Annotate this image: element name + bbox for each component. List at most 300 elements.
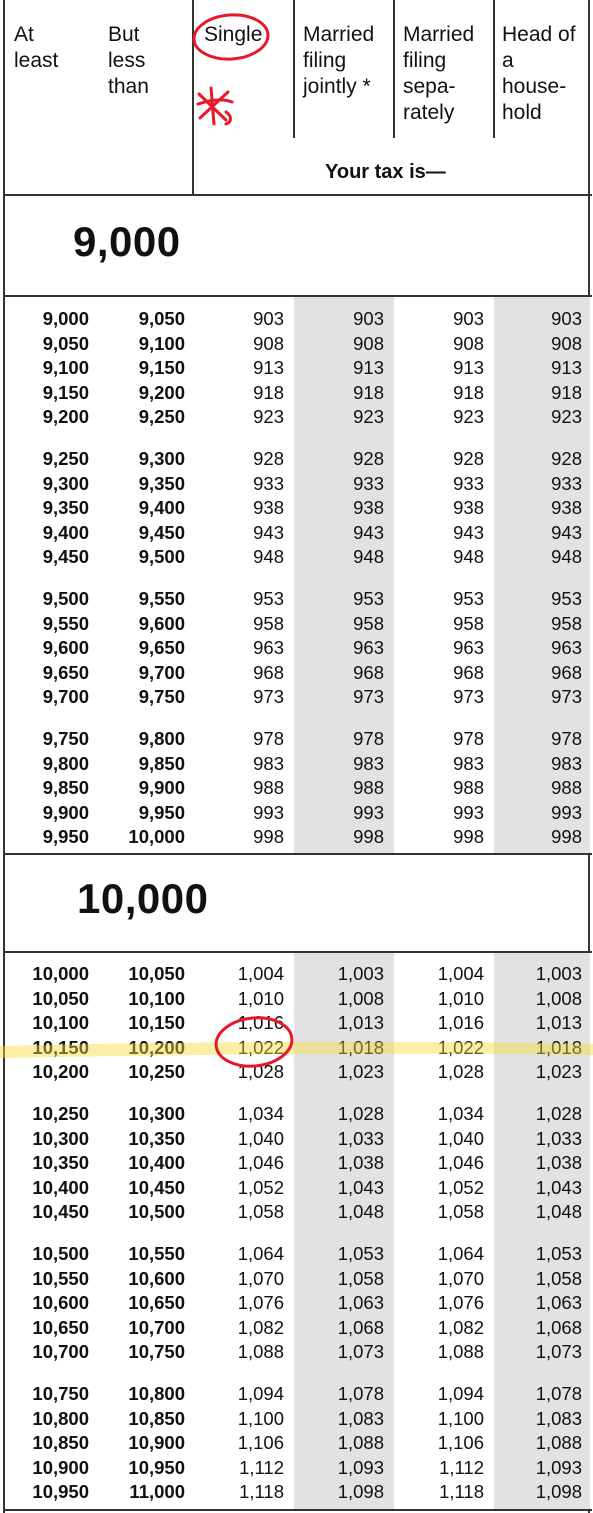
cell-but-less-than: 9,200 [138, 381, 185, 403]
cell-married-separately: 1,100 [437, 1407, 484, 1429]
cell-but-less-than: 10,900 [128, 1432, 185, 1454]
table-row [5, 1431, 592, 1456]
cell-married-jointly: 938 [353, 497, 384, 519]
cell-but-less-than: 9,300 [138, 448, 185, 469]
cell-married-jointly: 1,068 [337, 1316, 384, 1338]
table-row [5, 1176, 592, 1201]
cell-at-least: 9,550 [42, 612, 89, 634]
cell-head-of-household: 1,088 [535, 1432, 582, 1454]
cell-head-of-household: 1,028 [535, 1103, 582, 1124]
cell-married-jointly: 978 [353, 728, 384, 749]
cell-but-less-than: 9,750 [138, 686, 185, 708]
cell-but-less-than: 10,200 [128, 1036, 185, 1058]
cell-but-less-than: 9,950 [138, 801, 185, 823]
cell-single: 1,016 [237, 1012, 284, 1034]
table-row [5, 1151, 592, 1176]
cell-single: 1,022 [237, 1036, 284, 1058]
cell-head-of-household: 1,023 [535, 1061, 582, 1083]
cell-married-separately: 1,106 [437, 1432, 484, 1454]
cell-married-separately: 1,094 [437, 1383, 484, 1404]
cell-married-jointly: 1,098 [337, 1481, 384, 1503]
cell-married-separately: 1,004 [437, 963, 484, 984]
table-row [5, 1242, 592, 1267]
header-mfj-line1: Married [303, 23, 375, 46]
cell-married-separately: 968 [453, 661, 484, 683]
section-heading-value: 9,000 [73, 218, 181, 265]
cell-at-least: 9,100 [42, 357, 89, 379]
cell-married-separately: 988 [453, 777, 484, 799]
cell-married-jointly: 943 [353, 521, 384, 543]
cell-at-least: 10,150 [32, 1036, 89, 1058]
cell-married-jointly: 963 [353, 637, 384, 659]
cell-at-least: 9,800 [42, 752, 89, 774]
cell-single: 1,064 [237, 1243, 284, 1264]
cell-single: 983 [253, 752, 284, 774]
cell-but-less-than: 10,700 [128, 1316, 185, 1338]
cell-married-jointly: 983 [353, 752, 384, 774]
cell-married-separately: 1,028 [437, 1061, 484, 1083]
table-row [5, 962, 592, 987]
header-hoh-line3: house- [502, 75, 567, 98]
cell-but-less-than: 9,850 [138, 752, 185, 774]
cell-head-of-household: 978 [551, 728, 582, 749]
cell-single: 948 [253, 546, 284, 568]
cell-married-jointly: 1,038 [337, 1152, 384, 1174]
cell-head-of-household: 1,033 [535, 1127, 582, 1149]
table-row [5, 405, 592, 430]
header-at-least-line1: At [14, 23, 34, 46]
cell-head-of-household: 958 [551, 612, 582, 634]
cell-married-separately: 1,076 [437, 1292, 484, 1314]
cell-married-separately: 958 [453, 612, 484, 634]
cell-at-least: 9,250 [42, 448, 89, 469]
table-row [5, 1480, 592, 1505]
cell-but-less-than: 9,100 [138, 332, 185, 354]
cell-but-less-than: 10,800 [128, 1383, 185, 1404]
cell-married-jointly: 948 [353, 546, 384, 568]
cell-but-less-than: 10,250 [128, 1061, 185, 1083]
cell-at-least: 10,850 [32, 1432, 89, 1454]
cell-married-separately: 1,010 [437, 987, 484, 1009]
cell-married-jointly: 1,028 [337, 1103, 384, 1124]
table-row [5, 307, 592, 332]
cell-married-jointly: 1,033 [337, 1127, 384, 1149]
cell-single: 1,094 [237, 1383, 284, 1404]
cell-married-jointly: 1,018 [337, 1036, 384, 1058]
cell-married-separately: 943 [453, 521, 484, 543]
header-married-jointly [303, 22, 374, 100]
cell-married-separately: 938 [453, 497, 484, 519]
table-header [5, 0, 592, 196]
cell-but-less-than: 9,800 [138, 728, 185, 749]
header-but-less-line3: than [108, 75, 149, 98]
header-divider [493, 0, 495, 138]
table-row [5, 987, 592, 1012]
cell-married-separately: 933 [453, 472, 484, 494]
cell-head-of-household: 998 [551, 826, 582, 848]
cell-head-of-household: 1,073 [535, 1341, 582, 1363]
cell-married-jointly: 1,058 [337, 1267, 384, 1289]
cell-single: 1,088 [237, 1341, 284, 1363]
cell-but-less-than: 10,500 [128, 1201, 185, 1223]
cell-but-less-than: 9,350 [138, 472, 185, 494]
cell-head-of-household: 1,083 [535, 1407, 582, 1429]
table-row [5, 1102, 592, 1127]
cell-married-separately: 903 [453, 308, 484, 329]
cell-at-least: 10,700 [32, 1341, 89, 1363]
cell-at-least: 9,150 [42, 381, 89, 403]
cell-but-less-than: 10,400 [128, 1152, 185, 1174]
cell-married-jointly: 973 [353, 686, 384, 708]
header-hoh-line1: Head of [502, 23, 576, 46]
cell-but-less-than: 9,500 [138, 546, 185, 568]
cell-single: 993 [253, 801, 284, 823]
header-mfs-line2: filing [403, 49, 447, 72]
cell-at-least: 9,950 [42, 826, 89, 848]
cell-head-of-household: 1,078 [535, 1383, 582, 1404]
cell-head-of-household: 908 [551, 332, 582, 354]
header-single [204, 22, 262, 48]
cell-at-least: 9,050 [42, 332, 89, 354]
cell-married-jointly: 1,003 [337, 963, 384, 984]
cell-at-least: 9,500 [42, 588, 89, 609]
table-row [5, 661, 592, 686]
cell-married-jointly: 1,053 [337, 1243, 384, 1264]
cell-single: 958 [253, 612, 284, 634]
cell-single: 1,028 [237, 1061, 284, 1083]
cell-married-separately: 1,070 [437, 1267, 484, 1289]
cell-but-less-than: 10,950 [128, 1456, 185, 1478]
cell-at-least: 9,350 [42, 497, 89, 519]
your-tax-is-label: Your tax is— [325, 161, 446, 183]
cell-at-least: 9,900 [42, 801, 89, 823]
cell-married-separately: 1,040 [437, 1127, 484, 1149]
cell-married-separately: 983 [453, 752, 484, 774]
table-row [5, 545, 592, 570]
section-heading [5, 196, 592, 297]
cell-single: 903 [253, 308, 284, 329]
cell-at-least: 10,400 [32, 1176, 89, 1198]
cell-but-less-than: 10,850 [128, 1407, 185, 1429]
cell-head-of-household: 903 [551, 308, 582, 329]
cell-married-separately: 1,016 [437, 1012, 484, 1034]
cell-single: 938 [253, 497, 284, 519]
cell-single: 908 [253, 332, 284, 354]
cell-single: 1,106 [237, 1432, 284, 1454]
table-row [5, 472, 592, 497]
cell-single: 998 [253, 826, 284, 848]
table-row [5, 1382, 592, 1407]
cell-married-jointly: 1,008 [337, 987, 384, 1009]
cell-married-separately: 1,046 [437, 1152, 484, 1174]
table-row [5, 1127, 592, 1152]
cell-head-of-household: 973 [551, 686, 582, 708]
cell-head-of-household: 938 [551, 497, 582, 519]
cell-at-least: 9,700 [42, 686, 89, 708]
cell-married-jointly: 1,078 [337, 1383, 384, 1404]
cell-single: 943 [253, 521, 284, 543]
cell-single: 1,076 [237, 1292, 284, 1314]
cell-but-less-than: 10,050 [128, 963, 185, 984]
cell-at-least: 10,950 [32, 1481, 89, 1503]
cell-married-separately: 928 [453, 448, 484, 469]
cell-but-less-than: 10,750 [128, 1341, 185, 1363]
cell-married-jointly: 933 [353, 472, 384, 494]
cell-head-of-household: 1,063 [535, 1292, 582, 1314]
header-mfs-line4: rately [403, 101, 455, 124]
tax-table [3, 0, 590, 1513]
cell-married-jointly: 903 [353, 308, 384, 329]
header-but-less-line2: less [108, 49, 146, 72]
cell-head-of-household: 1,018 [535, 1036, 582, 1058]
table-row [5, 1060, 592, 1085]
header-head-of-household [502, 22, 576, 126]
table-row [5, 1036, 592, 1061]
cell-head-of-household: 983 [551, 752, 582, 774]
table-row [5, 587, 592, 612]
cell-head-of-household: 943 [551, 521, 582, 543]
table-row [5, 801, 592, 826]
cell-married-jointly: 1,073 [337, 1341, 384, 1363]
cell-at-least: 10,350 [32, 1152, 89, 1174]
table-row [5, 685, 592, 710]
cell-single: 1,112 [239, 1456, 284, 1478]
header-divider [393, 0, 395, 138]
cell-single: 933 [253, 472, 284, 494]
cell-single: 923 [253, 406, 284, 428]
cell-at-least: 9,750 [42, 728, 89, 749]
table-row [5, 332, 592, 357]
cell-but-less-than: 9,700 [138, 661, 185, 683]
cell-married-jointly: 1,013 [337, 1012, 384, 1034]
cell-but-less-than: 11,000 [129, 1481, 185, 1503]
cell-head-of-household: 928 [551, 448, 582, 469]
cell-but-less-than: 9,900 [138, 777, 185, 799]
cell-but-less-than: 10,450 [128, 1176, 185, 1198]
cell-at-least: 10,450 [32, 1201, 89, 1223]
cell-married-jointly: 1,083 [337, 1407, 384, 1429]
header-divider [293, 0, 295, 138]
cell-single: 1,004 [237, 963, 284, 984]
cell-single: 1,034 [237, 1103, 284, 1124]
cell-at-least: 9,200 [42, 406, 89, 428]
cell-married-separately: 993 [453, 801, 484, 823]
cell-single: 1,052 [237, 1176, 284, 1198]
table-row [5, 636, 592, 661]
cell-married-jointly: 918 [353, 381, 384, 403]
cell-at-least: 10,900 [32, 1456, 89, 1478]
cell-married-separately: 1,022 [437, 1036, 484, 1058]
cell-head-of-household: 988 [551, 777, 582, 799]
header-mfs-line3: sepa- [403, 75, 456, 98]
cell-married-jointly: 993 [353, 801, 384, 823]
cell-single: 1,010 [237, 987, 284, 1009]
cell-at-least: 10,800 [32, 1407, 89, 1429]
cell-single: 1,070 [237, 1267, 284, 1289]
cell-married-separately: 1,064 [437, 1243, 484, 1264]
cell-married-separately: 963 [453, 637, 484, 659]
cell-married-jointly: 953 [353, 588, 384, 609]
header-at-least-line2: least [14, 49, 59, 72]
table-row [5, 356, 592, 381]
cell-married-separately: 918 [453, 381, 484, 403]
table-row [5, 1011, 592, 1036]
cell-at-least: 10,000 [32, 963, 89, 984]
cell-married-separately: 913 [453, 357, 484, 379]
cell-head-of-household: 1,068 [535, 1316, 582, 1338]
cell-single: 1,046 [237, 1152, 284, 1174]
table-row [5, 1291, 592, 1316]
cell-but-less-than: 10,000 [128, 826, 185, 848]
table-row [5, 496, 592, 521]
cell-single: 928 [253, 448, 284, 469]
cell-married-separately: 908 [453, 332, 484, 354]
cell-married-jointly: 1,088 [337, 1432, 384, 1454]
cell-but-less-than: 9,450 [138, 521, 185, 543]
cell-head-of-household: 1,048 [535, 1201, 582, 1223]
cell-head-of-household: 1,043 [535, 1176, 582, 1198]
table-row [5, 1316, 592, 1341]
table-row [5, 521, 592, 546]
header-single-label: Single [204, 23, 263, 46]
cell-head-of-household: 1,053 [535, 1243, 582, 1264]
cell-but-less-than: 9,400 [138, 497, 185, 519]
cell-head-of-household: 1,003 [535, 963, 582, 984]
cell-but-less-than: 9,250 [138, 406, 185, 428]
header-hoh-line4: hold [502, 101, 542, 124]
cell-head-of-household: 933 [551, 472, 582, 494]
cell-head-of-household: 1,038 [535, 1152, 582, 1174]
table-row [5, 825, 592, 850]
cell-single: 913 [253, 357, 284, 379]
cell-head-of-household: 963 [551, 637, 582, 659]
cell-married-separately: 973 [453, 686, 484, 708]
table-row [5, 381, 592, 406]
cell-at-least: 10,050 [32, 987, 89, 1009]
cell-married-separately: 948 [453, 546, 484, 568]
table-row [5, 1267, 592, 1292]
cell-at-least: 10,200 [32, 1061, 89, 1083]
cell-married-separately: 1,082 [437, 1316, 484, 1338]
section-heading [5, 855, 592, 953]
cell-but-less-than: 9,650 [138, 637, 185, 659]
cell-married-jointly: 1,048 [337, 1201, 384, 1223]
cell-head-of-household: 1,098 [535, 1481, 582, 1503]
cell-but-less-than: 9,050 [138, 308, 185, 329]
cell-married-jointly: 923 [353, 406, 384, 428]
header-but-less-line1: But [108, 23, 140, 46]
cell-head-of-household: 1,008 [535, 987, 582, 1009]
header-married-separately [403, 22, 474, 126]
cell-head-of-household: 1,058 [535, 1267, 582, 1289]
cell-married-separately: 1,118 [439, 1481, 484, 1503]
cell-single: 1,100 [237, 1407, 284, 1429]
table-row [5, 727, 592, 752]
cell-single: 988 [253, 777, 284, 799]
header-at-least [14, 22, 58, 74]
cell-single: 978 [253, 728, 284, 749]
table-row [5, 447, 592, 472]
cell-single: 1,118 [239, 1481, 284, 1503]
cell-but-less-than: 10,550 [128, 1243, 185, 1264]
cell-married-jointly: 988 [353, 777, 384, 799]
cell-at-least: 9,400 [42, 521, 89, 543]
cell-but-less-than: 10,100 [128, 987, 185, 1009]
table-row [5, 752, 592, 777]
table-row [5, 776, 592, 801]
cell-at-least: 10,250 [32, 1103, 89, 1124]
table-row [5, 1407, 592, 1432]
cell-single: 953 [253, 588, 284, 609]
cell-head-of-household: 953 [551, 588, 582, 609]
cell-single: 968 [253, 661, 284, 683]
cell-at-least: 10,500 [32, 1243, 89, 1264]
cell-head-of-household: 923 [551, 406, 582, 428]
table-row [5, 1200, 592, 1225]
cell-head-of-household: 1,093 [535, 1456, 582, 1478]
cell-married-jointly: 968 [353, 661, 384, 683]
cell-at-least: 10,650 [32, 1316, 89, 1338]
cell-married-separately: 923 [453, 406, 484, 428]
cell-but-less-than: 9,600 [138, 612, 185, 634]
cell-married-jointly: 1,063 [337, 1292, 384, 1314]
cell-married-jointly: 1,043 [337, 1176, 384, 1198]
cell-at-least: 9,600 [42, 637, 89, 659]
cell-at-least: 9,850 [42, 777, 89, 799]
cell-married-separately: 1,088 [437, 1341, 484, 1363]
cell-single: 963 [253, 637, 284, 659]
cell-but-less-than: 10,150 [128, 1012, 185, 1034]
header-mfs-line1: Married [403, 23, 475, 46]
cell-single: 1,082 [237, 1316, 284, 1338]
cell-single: 1,058 [237, 1201, 284, 1223]
cell-head-of-household: 918 [551, 381, 582, 403]
cell-at-least: 9,450 [42, 546, 89, 568]
cell-married-separately: 1,058 [437, 1201, 484, 1223]
cell-at-least: 10,550 [32, 1267, 89, 1289]
cell-head-of-household: 993 [551, 801, 582, 823]
cell-married-jointly: 908 [353, 332, 384, 354]
cell-head-of-household: 1,013 [535, 1012, 582, 1034]
cell-married-jointly: 913 [353, 357, 384, 379]
section-heading-value: 10,000 [77, 875, 209, 922]
cell-at-least: 9,300 [42, 472, 89, 494]
cell-married-separately: 1,112 [439, 1456, 484, 1478]
table-row [5, 1340, 592, 1365]
cell-single: 973 [253, 686, 284, 708]
cell-married-separately: 953 [453, 588, 484, 609]
cell-at-least: 9,000 [42, 308, 89, 329]
cell-but-less-than: 10,650 [128, 1292, 185, 1314]
cell-head-of-household: 948 [551, 546, 582, 568]
cell-but-less-than: 10,300 [128, 1103, 185, 1124]
cell-but-less-than: 9,550 [138, 588, 185, 609]
cell-married-separately: 1,034 [437, 1103, 484, 1124]
cell-at-least: 10,100 [32, 1012, 89, 1034]
table-row [5, 612, 592, 637]
cell-but-less-than: 10,600 [128, 1267, 185, 1289]
cell-head-of-household: 968 [551, 661, 582, 683]
cell-married-separately: 998 [453, 826, 484, 848]
cell-married-jointly: 1,093 [337, 1456, 384, 1478]
cell-single: 918 [253, 381, 284, 403]
header-mfj-line2: filing [303, 49, 347, 72]
cell-at-least: 9,650 [42, 661, 89, 683]
table-bottom-border [5, 1509, 592, 1511]
cell-but-less-than: 9,150 [138, 357, 185, 379]
header-mfj-line3: jointly * [303, 75, 371, 98]
cell-married-separately: 1,052 [437, 1176, 484, 1198]
